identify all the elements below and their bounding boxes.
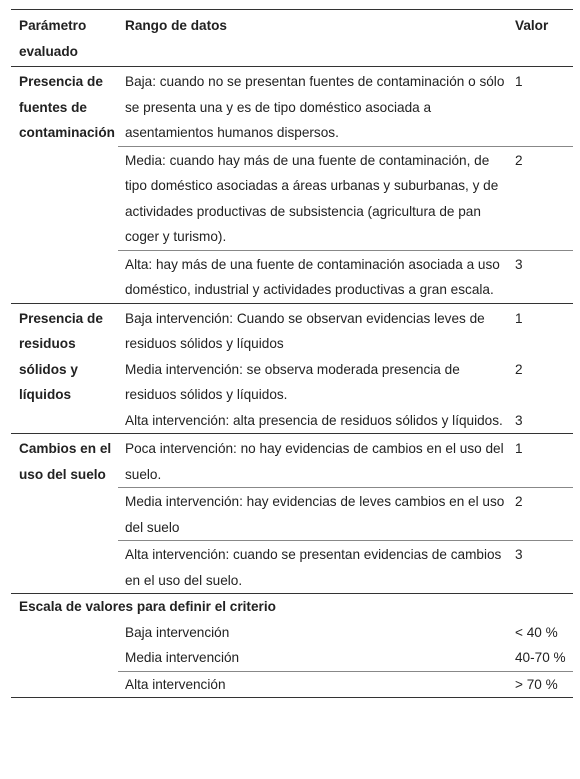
group-param-land-use: Cambios en el uso del suelo [11,434,118,594]
value-cell: 3 [515,412,523,428]
range-cell: Media intervención: se observa moderada presencia de residuos sólidos y líquidos. [125,361,460,402]
range-cell: Baja: cuando no se presentan fuentes de contaminación o sólo se presenta una y es de tipo doméstico asociada a asentamientos humanos dispersos. [118,67,509,147]
group-param-pollution: Presencia de fuentes de contaminación [11,67,118,304]
value-cell: 2 [509,146,573,250]
empty-cell [11,620,118,646]
value-cell: 3 [509,541,573,594]
range-cell: Alta intervención: cuando se presentan evidencias de cambios en el uso del suelo. [118,541,509,594]
value-cell: 1 [509,434,573,488]
table-row [11,434,573,488]
value-cell: 3 [509,250,573,303]
header-value: Valor [509,10,573,67]
scale-value: 40-70 % [515,650,566,665]
scale-value: < 40 % [515,624,558,640]
empty-cell [11,671,118,698]
table-row [11,67,573,147]
scale-label: Baja intervención [125,624,230,640]
range-cell: Media: cuando hay más de una fuente de contaminación, de tipo doméstico asociadas a áreas urbanas y suburbanas, y de actividades productivas de subsistencia (agricultura de pan coger y turismo). [118,146,509,250]
scale-title-row [11,594,573,620]
header-range: Rango de datos [118,10,509,67]
range-cell: Baja intervención: Cuando se observan evidencias leves de residuos sólidos y líquidos [118,303,509,357]
range-cell: Poca intervención: no hay evidencias de cambios en el uso del suelo. [118,434,509,488]
table-header-row [11,10,573,67]
header-param: Parámetro evaluado [11,10,118,67]
range-cell: Media intervención: hay evidencias de leves cambios en el uso del suelo [118,488,509,541]
group-param-waste: Presencia de residuos sólidos y líquidos [11,303,118,434]
table-row [11,645,573,671]
range-cell: Alta: hay más de una fuente de contaminación asociada a uso doméstico, industrial y actividades productivas a gran escala. [118,250,509,303]
value-cell: 1 [509,67,573,147]
scale-title: Escala de valores para definir el criterio [11,594,573,620]
table-row [11,620,573,646]
value-cell: 1 [509,303,573,357]
value-cell: 2 [515,361,523,377]
table-row [11,303,573,357]
value-cell: 2 [509,488,573,541]
scale-label: Alta intervención [118,671,509,698]
empty-cell [11,645,118,671]
scale-label: Media intervención [125,650,240,665]
criteria-table [11,9,573,698]
range-cell: Alta intervención: alta presencia de residuos sólidos y líquidos. [125,412,503,428]
table-row [11,671,573,698]
scale-value: > 70 % [509,671,573,698]
